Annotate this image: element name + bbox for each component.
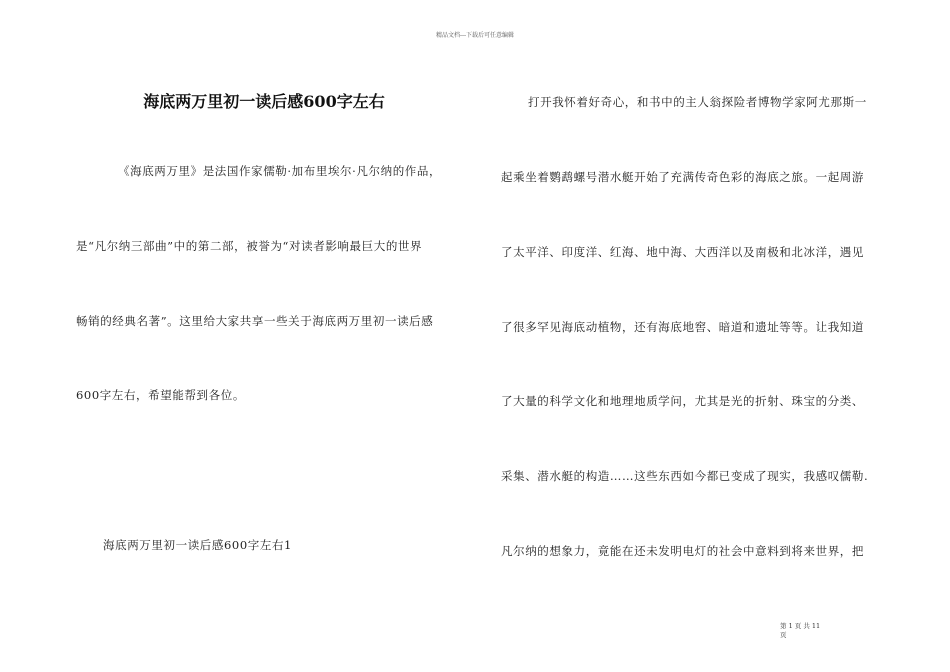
page-number — [780, 622, 840, 640]
paragraph-line: 采集、潜水艇的构造……这些东西如今都已变成了现实，我感叹儒勒. — [501, 469, 869, 483]
paragraph-line: 凡尔纳的想象力，竟能在还未发明电灯的社会中意料到将来世界，把 — [501, 544, 864, 558]
header-note: 精品文档---下载后可任意编辑 — [435, 32, 515, 39]
page-number-line: 第 1 页 共 11 — [780, 622, 821, 630]
document-title: 海底两万里初一读后感600字左右 — [143, 92, 385, 111]
page-number-line: 页 — [780, 631, 787, 639]
paragraph-line: 起乘坐着鹦鹉螺号潜水艇开始了充满传奇色彩的海底之旅。一起周游 — [501, 170, 864, 184]
paragraph-line: 了很多罕见海底动植物，还有海底地窖、暗道和遗址等等。让我知道 — [501, 320, 864, 334]
paragraph-line: 畅销的经典名著”。这里给大家共享一些关于海底两万里初一读后感 — [76, 314, 434, 328]
paragraph-line: 了太平洋、印度洋、红海、地中海、大西洋以及南极和北冰洋，遇见 — [501, 245, 864, 259]
paragraph-line: 打开我怀着好奇心，和书中的主人翁探险者博物学家阿尤那斯一 — [528, 95, 867, 109]
paragraph-line: 了大量的科学文化和地理地质学问，尤其是光的折射、珠宝的分类、 — [501, 394, 864, 408]
paragraph-line: 是“凡尔纳三部曲”中的第二部，被誉为“对读者影响最巨大的世界 — [76, 239, 423, 253]
paragraph-line: 600字左右，希望能帮到各位。 — [76, 388, 245, 402]
section-heading: 海底两万里初一读后感600字左右1 — [103, 538, 292, 552]
paragraph-line: 《海底两万里》是法国作家儒勒·加布里埃尔·凡尔纳的作品， — [118, 164, 442, 178]
